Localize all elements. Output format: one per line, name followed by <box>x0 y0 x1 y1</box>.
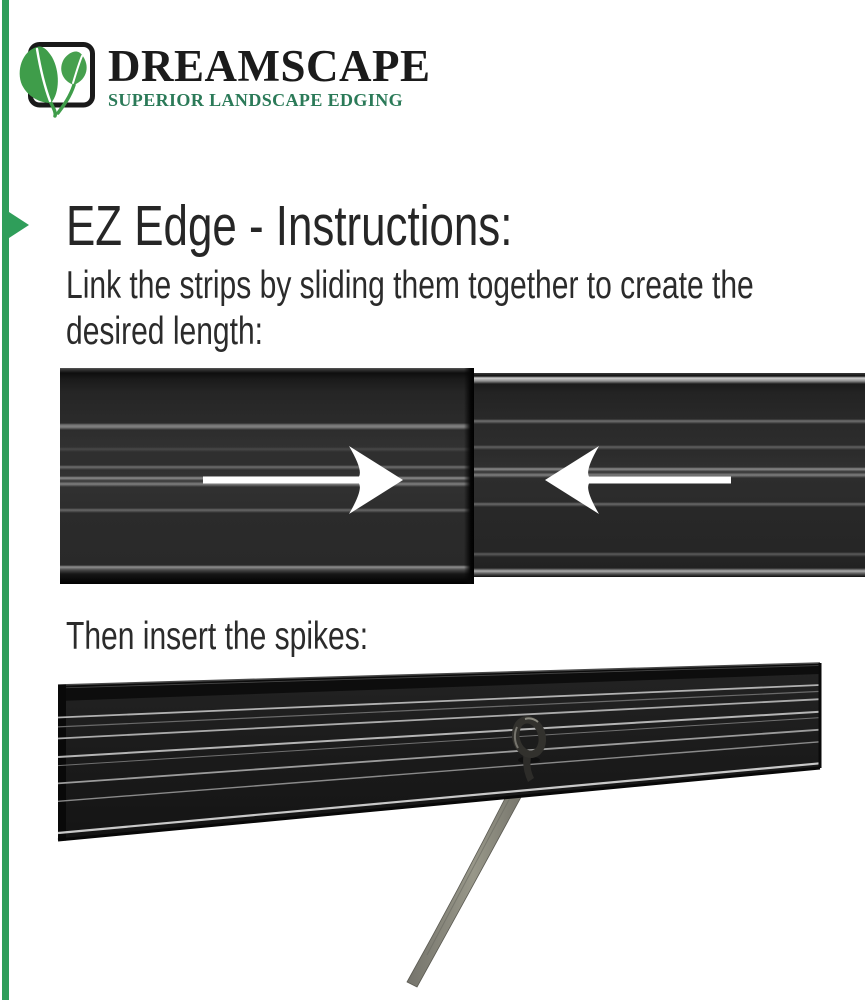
arrow-left-icon <box>543 445 733 515</box>
step2-text: Then insert the spikes: <box>66 615 369 658</box>
step1-line1: Link the strips by sliding them together to create the <box>66 264 754 307</box>
page-title: EZ Edge - Instructions: <box>66 194 513 258</box>
joining-strips-photo <box>60 368 865 585</box>
brand-name: DREAMSCAPE <box>108 41 431 91</box>
strip-joint-seam <box>464 368 474 584</box>
dreamscape-leaf-logo-icon <box>16 36 100 118</box>
spike-insert-photo <box>55 655 865 1000</box>
left-accent-arrow-icon <box>9 212 29 238</box>
left-accent-bar <box>2 0 9 1000</box>
step1-text <box>66 263 754 355</box>
brand-header <box>108 43 431 110</box>
edging-strip <box>58 663 820 841</box>
step1-line2: desired length: <box>66 310 263 353</box>
brand-tagline: SUPERIOR LANDSCAPE EDGING <box>108 90 404 110</box>
arrow-right-icon <box>203 445 405 515</box>
